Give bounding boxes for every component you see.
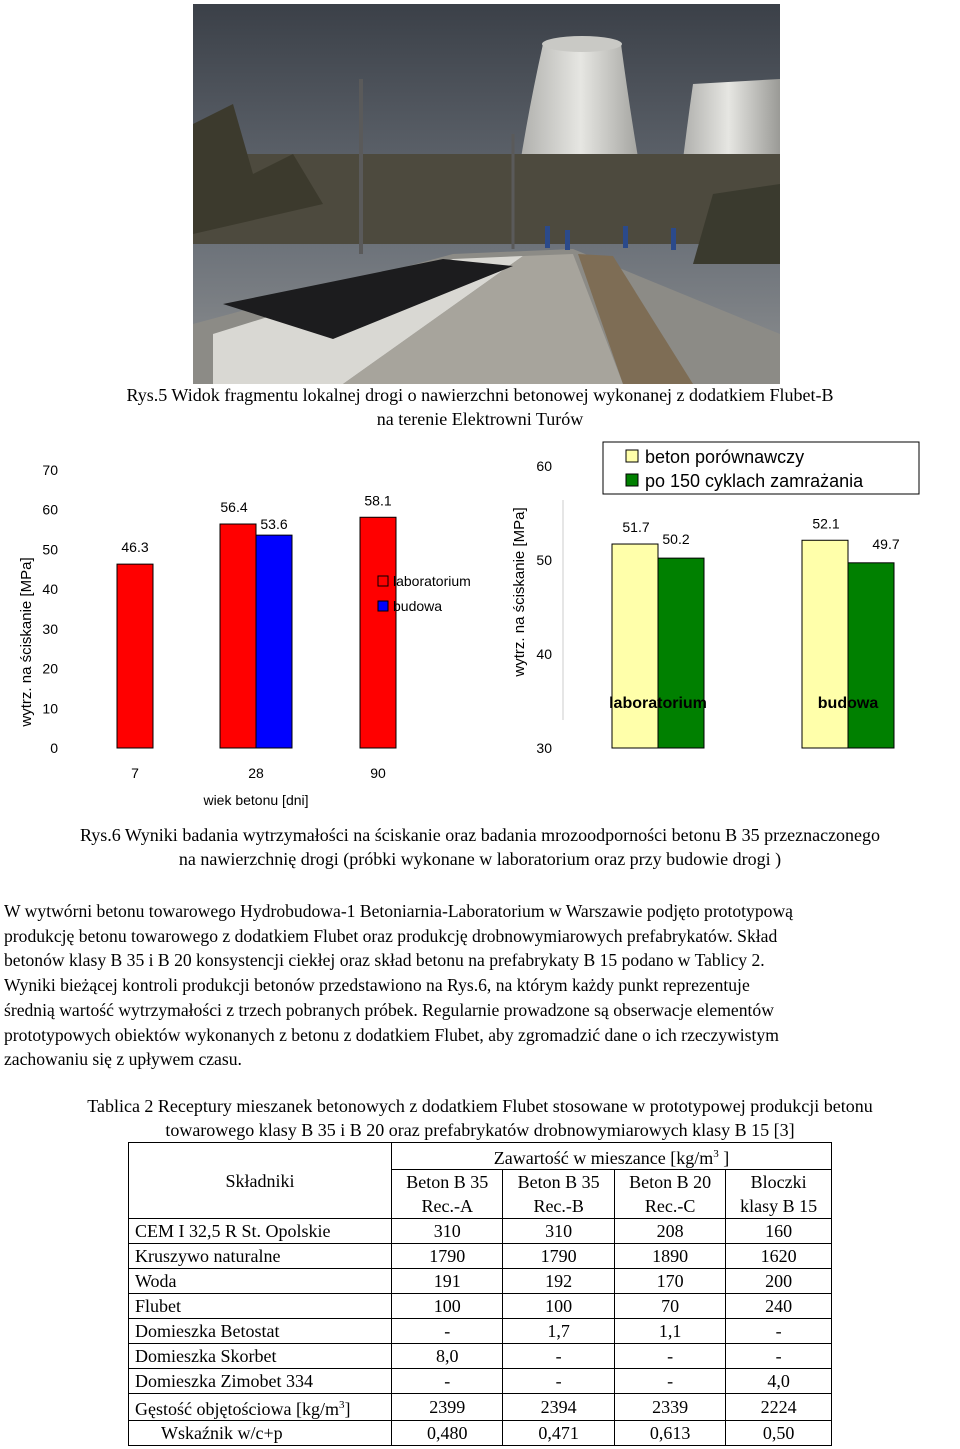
cell: - bbox=[392, 1369, 503, 1394]
y-tick-label: 40 bbox=[536, 646, 552, 662]
y-tick-label: 40 bbox=[42, 581, 58, 598]
cell: 100 bbox=[503, 1294, 614, 1319]
row-name-text: Gęstość objętościowa [kg/m bbox=[135, 1399, 339, 1419]
cell: 1620 bbox=[726, 1244, 832, 1269]
cell: - bbox=[503, 1369, 614, 1394]
legend-label: po 150 cyklach zamrażania bbox=[645, 471, 864, 491]
paragraph-line: W wytwórni betonu towarowego Hydrobudowa-1 Betoniarnia-Laboratorium w Warszawie podjęto prototypową bbox=[4, 901, 793, 921]
frost-resistance-chart bbox=[500, 440, 960, 770]
figure-6-caption bbox=[0, 823, 960, 871]
road-photo-drawing bbox=[193, 4, 780, 384]
cell: 192 bbox=[503, 1269, 614, 1294]
table-caption bbox=[0, 1094, 960, 1142]
row-name: Wskaźnik w/c+p bbox=[129, 1421, 392, 1446]
chart1-y-ticks bbox=[42, 462, 58, 756]
bar bbox=[117, 564, 153, 748]
legend-swatch bbox=[378, 601, 388, 611]
x-tick-label: 7 bbox=[131, 765, 139, 781]
value-label: 56.4 bbox=[220, 499, 248, 516]
table-row bbox=[129, 1319, 832, 1344]
cell: 2394 bbox=[503, 1394, 614, 1421]
row-name: Kruszywo naturalne bbox=[129, 1244, 392, 1269]
cell: - bbox=[614, 1344, 725, 1369]
row-name: CEM I 32,5 R St. Opolskie bbox=[129, 1219, 392, 1244]
cell: 1,7 bbox=[503, 1319, 614, 1344]
paragraph-line: średnią wartość wytrzymałości z trzech pobranych próbek. Regularnie prowadzone są obserwacje elementów bbox=[4, 999, 774, 1020]
y-tick-label: 30 bbox=[536, 740, 552, 756]
paragraph-line: prototypowych obiektów wykonanych z betonu z dodatkiem Flubet, aby zgromadzić dane o ich rzeczywistym bbox=[4, 1024, 779, 1045]
chart2-y-ticks bbox=[536, 458, 563, 756]
cell: 160 bbox=[726, 1219, 832, 1244]
cell: 170 bbox=[614, 1269, 725, 1294]
row-name bbox=[129, 1394, 392, 1421]
legend-swatch bbox=[378, 576, 388, 586]
figure-5-caption-line-2: na terenie Elektrowni Turów bbox=[376, 409, 584, 429]
row-name: Domieszka Zimobet 334 bbox=[129, 1369, 392, 1394]
bar bbox=[658, 558, 704, 748]
bar bbox=[256, 535, 292, 748]
table-row bbox=[129, 1269, 832, 1294]
cell: - bbox=[726, 1344, 832, 1369]
table-row bbox=[129, 1421, 832, 1446]
cell: - bbox=[726, 1319, 832, 1344]
x-tick-label: 90 bbox=[370, 765, 386, 781]
recipe-table bbox=[128, 1142, 832, 1446]
figure-5-caption bbox=[0, 383, 960, 431]
y-tick-label: 60 bbox=[42, 501, 58, 518]
cell: 2339 bbox=[614, 1394, 725, 1421]
cell: 100 bbox=[392, 1294, 503, 1319]
body-paragraph bbox=[4, 899, 958, 1072]
cell: 8,0 bbox=[392, 1344, 503, 1369]
cell: 70 bbox=[614, 1294, 725, 1319]
cell: 1790 bbox=[503, 1244, 614, 1269]
column-header: klasy B 15 bbox=[726, 1194, 832, 1219]
paragraph-line: zachowaniu się z upływem czasu. bbox=[4, 1049, 242, 1070]
figure-5-caption-line-1: Rys.5 Widok fragmentu lokalnej drogi o nawierzchni betonowej wykonanej z dodatkiem Flubet-B bbox=[126, 385, 834, 405]
bar bbox=[802, 540, 848, 748]
column-header: Rec.-A bbox=[392, 1194, 503, 1219]
column-header: Rec.-B bbox=[503, 1194, 614, 1219]
cell: 0,471 bbox=[503, 1421, 614, 1446]
bar bbox=[612, 544, 658, 748]
cell: 310 bbox=[392, 1219, 503, 1244]
value-label: 52.1 bbox=[812, 515, 840, 532]
chart1-x-ticks bbox=[131, 765, 386, 781]
y-tick-label: 30 bbox=[42, 620, 58, 637]
table-row bbox=[129, 1294, 832, 1319]
cell: 1790 bbox=[392, 1244, 503, 1269]
value-label: 49.7 bbox=[872, 535, 900, 552]
column-header: Beton B 35 bbox=[392, 1170, 503, 1195]
row-name-end: ] bbox=[344, 1399, 351, 1419]
table-row bbox=[129, 1244, 832, 1269]
chart1-y-axis-label: wytrz. na ściskanie [MPa] bbox=[18, 557, 35, 727]
y-tick-label: 10 bbox=[42, 700, 58, 717]
value-label: 50.2 bbox=[662, 531, 690, 548]
chart2-legend bbox=[603, 442, 919, 494]
cell: 200 bbox=[726, 1269, 832, 1294]
header-group bbox=[392, 1143, 832, 1170]
table-row bbox=[129, 1369, 832, 1394]
cell: 2224 bbox=[726, 1394, 832, 1421]
column-header: Beton B 35 bbox=[503, 1170, 614, 1195]
cell: 0,613 bbox=[614, 1421, 725, 1446]
column-header: Beton B 20 bbox=[614, 1170, 725, 1195]
row-name: Woda bbox=[129, 1269, 392, 1294]
table-header-row bbox=[129, 1143, 832, 1170]
cell: 0,480 bbox=[392, 1421, 503, 1446]
category-label: laboratorium bbox=[609, 695, 707, 712]
row-name: Domieszka Skorbet bbox=[129, 1344, 392, 1369]
y-tick-label: 70 bbox=[42, 462, 58, 478]
header-component-text: Składniki bbox=[225, 1170, 295, 1191]
cell: - bbox=[614, 1369, 725, 1394]
chart1-bars bbox=[117, 517, 396, 748]
row-name: Domieszka Betostat bbox=[129, 1319, 392, 1344]
road-photo bbox=[193, 4, 780, 384]
header-group-sup: 3 bbox=[713, 1148, 719, 1160]
value-label: 46.3 bbox=[121, 539, 149, 556]
strength-age-chart bbox=[0, 450, 500, 815]
cell: 1,1 bbox=[614, 1319, 725, 1344]
y-tick-label: 50 bbox=[536, 552, 552, 568]
chart1-x-axis-label: wiek betonu [dni] bbox=[203, 792, 309, 808]
legend-swatch bbox=[626, 474, 638, 486]
legend-swatch bbox=[626, 450, 638, 462]
header-group-end: ] bbox=[718, 1148, 730, 1168]
table-row bbox=[129, 1394, 832, 1421]
bar bbox=[220, 524, 256, 748]
cell: 2399 bbox=[392, 1394, 503, 1421]
bar bbox=[848, 563, 894, 748]
chart2-bars bbox=[612, 540, 894, 748]
figure-6-caption-line-1: Rys.6 Wyniki badania wytrzymałości na ściskanie oraz badania mrozoodporności betonu B 35 przeznaczonego bbox=[79, 825, 881, 845]
table-row bbox=[129, 1344, 832, 1369]
cell: 4,0 bbox=[726, 1369, 832, 1394]
chart2-value-labels bbox=[622, 515, 899, 552]
value-label: 53.6 bbox=[260, 516, 288, 533]
cell: 240 bbox=[726, 1294, 832, 1319]
column-header: Bloczki bbox=[726, 1170, 832, 1195]
header-group-text: Zawartość w mieszance [kg/m bbox=[493, 1148, 714, 1168]
y-tick-label: 20 bbox=[42, 660, 58, 677]
chart2-category-labels bbox=[609, 695, 878, 712]
y-tick-label: 60 bbox=[536, 458, 552, 474]
legend-label: beton porównawczy bbox=[645, 447, 805, 467]
header-component bbox=[129, 1143, 392, 1219]
cell: 0,50 bbox=[726, 1421, 832, 1446]
table-caption-line-2: towarowego klasy B 35 i B 20 oraz prefabrykatów drobnowymiarowych klasy B 15 [3] bbox=[165, 1120, 795, 1140]
legend-label: laboratorium bbox=[393, 573, 471, 589]
bar bbox=[360, 517, 396, 748]
table-row bbox=[129, 1219, 832, 1244]
x-tick-label: 28 bbox=[248, 765, 264, 781]
paragraph-line: produkcję betonu towarowego z dodatkiem Flubet oraz produkcję drobnowymiarowych prefabrykatów. Skład bbox=[4, 925, 778, 946]
cell: - bbox=[392, 1319, 503, 1344]
value-label: 58.1 bbox=[364, 492, 392, 509]
paragraph-line: Wyniki bieżącej kontroli produkcji betonów przedstawiono na Rys.6, na którym każdy punkt reprezentuje bbox=[4, 975, 750, 996]
row-name: Flubet bbox=[129, 1294, 392, 1319]
y-tick-label: 50 bbox=[42, 541, 58, 558]
column-header: Rec.-C bbox=[614, 1194, 725, 1219]
cell: 208 bbox=[614, 1219, 725, 1244]
value-label: 51.7 bbox=[622, 519, 650, 536]
row-name-sup: 3 bbox=[338, 1399, 345, 1411]
figure-6-caption-line-2: na nawierzchnię drogi (próbki wykonane w laboratorium oraz przy budowie drogi ) bbox=[178, 849, 782, 869]
y-tick-label: 0 bbox=[50, 740, 58, 756]
cell: 310 bbox=[503, 1219, 614, 1244]
cell: 191 bbox=[392, 1269, 503, 1294]
table-caption-line-1: Tablica 2 Receptury mieszanek betonowych z dodatkiem Flubet stosowane w prototypowej produkcji betonu bbox=[87, 1096, 873, 1116]
chart2-y-axis-label: wytrz. na ściskanie [MPa] bbox=[511, 507, 528, 677]
category-label: budowa bbox=[817, 695, 879, 712]
cell: - bbox=[503, 1344, 614, 1369]
legend-label: budowa bbox=[393, 598, 443, 614]
cell: 1890 bbox=[614, 1244, 725, 1269]
paragraph-line: betonów klasy B 35 i B 20 konsystencji ciekłej oraz skład betonu na prefabrykaty B 15 podano w Tablicy 2. bbox=[4, 950, 765, 971]
